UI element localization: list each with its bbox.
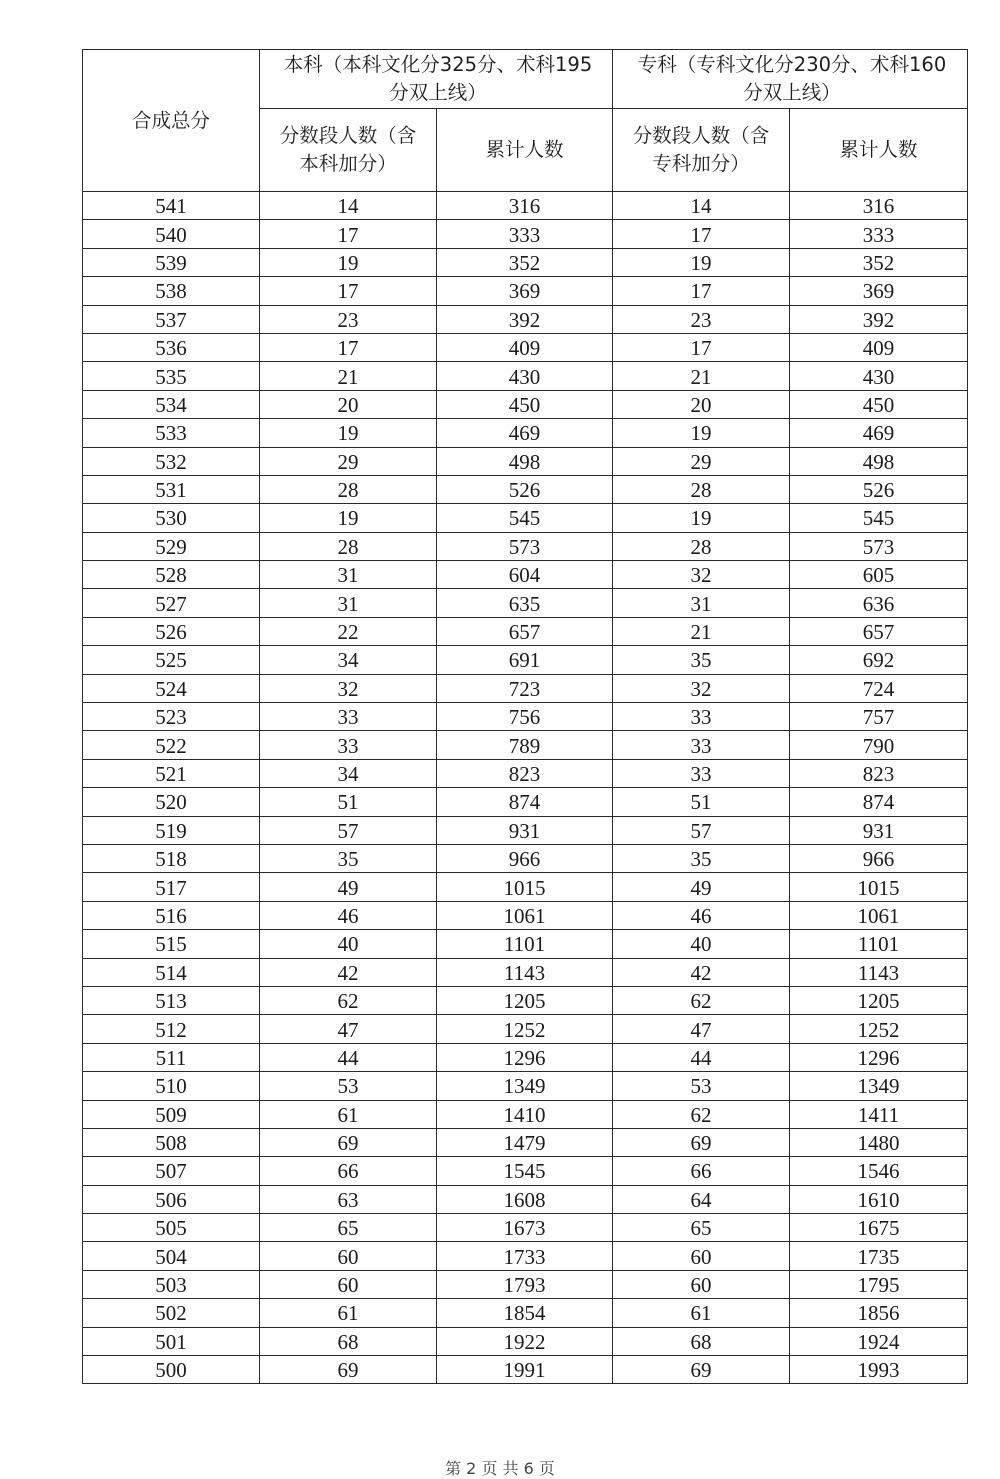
table-body	[83, 192, 968, 1384]
cell-undergrad-cumulative: 333	[437, 220, 613, 248]
cell-undergrad-count: 17	[260, 333, 437, 361]
cell-junior-count: 21	[613, 362, 790, 390]
cell-undergrad-count: 33	[260, 703, 437, 731]
cell-score: 540	[83, 220, 260, 248]
cell-undergrad-count: 19	[260, 419, 437, 447]
cell-junior-count: 62	[613, 986, 790, 1014]
cell-undergrad-count: 21	[260, 362, 437, 390]
table-row	[83, 475, 968, 503]
table-row	[83, 958, 968, 986]
cell-score: 515	[83, 930, 260, 958]
cell-junior-count: 29	[613, 447, 790, 475]
cell-score: 507	[83, 1157, 260, 1185]
cell-score: 520	[83, 788, 260, 816]
header-junior-cumulative: 累计人数	[790, 109, 968, 192]
cell-junior-count: 57	[613, 816, 790, 844]
cell-junior-cumulative: 757	[790, 703, 968, 731]
cell-undergrad-cumulative: 526	[437, 475, 613, 503]
cell-undergrad-count: 63	[260, 1185, 437, 1213]
header-undergrad-group-line1: 本科（本科文化分325分、术科195	[283, 53, 593, 76]
table-row	[83, 504, 968, 532]
cell-undergrad-cumulative: 573	[437, 532, 613, 560]
table-row	[83, 220, 968, 248]
cell-undergrad-cumulative: 931	[437, 816, 613, 844]
cell-undergrad-count: 61	[260, 1299, 437, 1327]
cell-undergrad-cumulative: 1608	[437, 1185, 613, 1213]
cell-junior-cumulative: 409	[790, 333, 968, 361]
cell-undergrad-cumulative: 657	[437, 617, 613, 645]
cell-junior-count: 53	[613, 1072, 790, 1100]
cell-score: 511	[83, 1043, 260, 1071]
header-undergrad-count-line1: 分数段人数（含	[279, 124, 417, 147]
cell-undergrad-count: 29	[260, 447, 437, 475]
cell-undergrad-count: 62	[260, 986, 437, 1014]
cell-junior-count: 64	[613, 1185, 790, 1213]
cell-undergrad-cumulative: 691	[437, 646, 613, 674]
cell-undergrad-cumulative: 1205	[437, 986, 613, 1014]
cell-junior-count: 65	[613, 1214, 790, 1242]
cell-junior-count: 19	[613, 419, 790, 447]
cell-undergrad-cumulative: 723	[437, 674, 613, 702]
cell-junior-count: 51	[613, 788, 790, 816]
header-junior-group	[613, 50, 968, 109]
cell-junior-cumulative: 966	[790, 844, 968, 872]
cell-undergrad-count: 66	[260, 1157, 437, 1185]
cell-junior-cumulative: 790	[790, 731, 968, 759]
cell-score: 519	[83, 816, 260, 844]
cell-undergrad-count: 53	[260, 1072, 437, 1100]
score-distribution-table	[82, 49, 968, 1384]
cell-score: 523	[83, 703, 260, 731]
cell-score: 538	[83, 277, 260, 305]
header-junior-count	[613, 109, 790, 192]
cell-junior-cumulative: 450	[790, 390, 968, 418]
cell-junior-count: 46	[613, 901, 790, 929]
cell-score: 529	[83, 532, 260, 560]
cell-undergrad-cumulative: 469	[437, 419, 613, 447]
cell-undergrad-count: 34	[260, 759, 437, 787]
cell-junior-count: 35	[613, 646, 790, 674]
cell-score: 541	[83, 192, 260, 220]
cell-junior-cumulative: 1143	[790, 958, 968, 986]
cell-score: 521	[83, 759, 260, 787]
cell-undergrad-cumulative: 1922	[437, 1327, 613, 1355]
cell-junior-cumulative: 605	[790, 561, 968, 589]
cell-junior-count: 19	[613, 504, 790, 532]
cell-undergrad-count: 31	[260, 589, 437, 617]
cell-junior-cumulative: 1735	[790, 1242, 968, 1270]
cell-undergrad-count: 46	[260, 901, 437, 929]
cell-junior-cumulative: 1856	[790, 1299, 968, 1327]
cell-junior-cumulative: 1610	[790, 1185, 968, 1213]
table-row	[83, 788, 968, 816]
cell-junior-cumulative: 369	[790, 277, 968, 305]
cell-junior-cumulative: 1061	[790, 901, 968, 929]
header-junior-count-line1: 分数段人数（含	[632, 124, 770, 147]
cell-undergrad-cumulative: 392	[437, 305, 613, 333]
cell-score: 512	[83, 1015, 260, 1043]
cell-undergrad-cumulative: 604	[437, 561, 613, 589]
table-row	[83, 390, 968, 418]
cell-junior-cumulative: 657	[790, 617, 968, 645]
cell-junior-count: 20	[613, 390, 790, 418]
cell-junior-cumulative: 692	[790, 646, 968, 674]
cell-score: 534	[83, 390, 260, 418]
cell-undergrad-cumulative: 1410	[437, 1100, 613, 1128]
cell-junior-count: 28	[613, 475, 790, 503]
cell-score: 508	[83, 1128, 260, 1156]
cell-score: 533	[83, 419, 260, 447]
cell-junior-cumulative: 526	[790, 475, 968, 503]
table-row	[83, 532, 968, 560]
table-row	[83, 305, 968, 333]
cell-undergrad-count: 23	[260, 305, 437, 333]
cell-score: 502	[83, 1299, 260, 1327]
table-row	[83, 646, 968, 674]
cell-junior-count: 60	[613, 1242, 790, 1270]
cell-junior-cumulative: 333	[790, 220, 968, 248]
cell-score: 517	[83, 873, 260, 901]
cell-junior-cumulative: 1101	[790, 930, 968, 958]
table-row	[83, 703, 968, 731]
cell-junior-count: 66	[613, 1157, 790, 1185]
cell-undergrad-cumulative: 635	[437, 589, 613, 617]
table-row	[83, 1100, 968, 1128]
table-row	[83, 248, 968, 276]
cell-junior-count: 17	[613, 333, 790, 361]
cell-undergrad-count: 19	[260, 504, 437, 532]
table-row	[83, 901, 968, 929]
table-row	[83, 192, 968, 220]
cell-score: 524	[83, 674, 260, 702]
cell-undergrad-cumulative: 1545	[437, 1157, 613, 1185]
cell-undergrad-cumulative: 789	[437, 731, 613, 759]
cell-undergrad-count: 33	[260, 731, 437, 759]
cell-junior-cumulative: 498	[790, 447, 968, 475]
cell-score: 500	[83, 1356, 260, 1384]
table-row	[83, 674, 968, 702]
cell-undergrad-cumulative: 450	[437, 390, 613, 418]
cell-junior-cumulative: 636	[790, 589, 968, 617]
cell-junior-count: 47	[613, 1015, 790, 1043]
cell-score: 513	[83, 986, 260, 1014]
cell-junior-cumulative: 874	[790, 788, 968, 816]
cell-junior-count: 35	[613, 844, 790, 872]
cell-junior-count: 31	[613, 589, 790, 617]
cell-junior-count: 17	[613, 277, 790, 305]
cell-undergrad-count: 60	[260, 1242, 437, 1270]
cell-undergrad-cumulative: 1673	[437, 1214, 613, 1242]
table-row	[83, 1185, 968, 1213]
table-row	[83, 589, 968, 617]
cell-undergrad-cumulative: 498	[437, 447, 613, 475]
table-row	[83, 986, 968, 1014]
cell-undergrad-count: 60	[260, 1270, 437, 1298]
cell-score: 531	[83, 475, 260, 503]
cell-undergrad-count: 20	[260, 390, 437, 418]
cell-undergrad-count: 31	[260, 561, 437, 589]
cell-score: 510	[83, 1072, 260, 1100]
cell-score: 501	[83, 1327, 260, 1355]
table-row	[83, 1157, 968, 1185]
cell-junior-cumulative: 1349	[790, 1072, 968, 1100]
cell-junior-cumulative: 724	[790, 674, 968, 702]
cell-score: 503	[83, 1270, 260, 1298]
cell-score: 522	[83, 731, 260, 759]
cell-junior-count: 62	[613, 1100, 790, 1128]
cell-junior-count: 49	[613, 873, 790, 901]
cell-score: 506	[83, 1185, 260, 1213]
cell-junior-cumulative: 545	[790, 504, 968, 532]
cell-junior-count: 32	[613, 674, 790, 702]
cell-undergrad-count: 49	[260, 873, 437, 901]
cell-undergrad-count: 57	[260, 816, 437, 844]
cell-score: 516	[83, 901, 260, 929]
cell-undergrad-count: 19	[260, 248, 437, 276]
cell-junior-count: 69	[613, 1128, 790, 1156]
table-row	[83, 873, 968, 901]
table-row	[83, 731, 968, 759]
table-header	[83, 50, 968, 192]
cell-undergrad-cumulative: 1793	[437, 1270, 613, 1298]
header-composite-score: 合成总分	[83, 50, 260, 192]
table-row	[83, 1072, 968, 1100]
cell-junior-count: 69	[613, 1356, 790, 1384]
cell-undergrad-count: 51	[260, 788, 437, 816]
cell-junior-cumulative: 1205	[790, 986, 968, 1014]
cell-junior-count: 14	[613, 192, 790, 220]
cell-undergrad-count: 35	[260, 844, 437, 872]
cell-junior-count: 21	[613, 617, 790, 645]
cell-undergrad-cumulative: 1061	[437, 901, 613, 929]
cell-undergrad-cumulative: 1349	[437, 1072, 613, 1100]
table-row	[83, 816, 968, 844]
cell-score: 514	[83, 958, 260, 986]
header-undergrad-group	[260, 50, 613, 109]
cell-score: 509	[83, 1100, 260, 1128]
cell-junior-cumulative: 1015	[790, 873, 968, 901]
cell-undergrad-count: 69	[260, 1128, 437, 1156]
cell-junior-cumulative: 469	[790, 419, 968, 447]
cell-undergrad-cumulative: 1252	[437, 1015, 613, 1043]
cell-score: 539	[83, 248, 260, 276]
cell-junior-cumulative: 392	[790, 305, 968, 333]
cell-junior-count: 19	[613, 248, 790, 276]
cell-junior-cumulative: 1546	[790, 1157, 968, 1185]
cell-junior-cumulative: 823	[790, 759, 968, 787]
cell-score: 526	[83, 617, 260, 645]
cell-junior-cumulative: 573	[790, 532, 968, 560]
table-row	[83, 1299, 968, 1327]
table-row	[83, 561, 968, 589]
cell-undergrad-count: 40	[260, 930, 437, 958]
table-row	[83, 362, 968, 390]
cell-junior-count: 33	[613, 731, 790, 759]
cell-score: 505	[83, 1214, 260, 1242]
table-row	[83, 277, 968, 305]
cell-score: 518	[83, 844, 260, 872]
table-row	[83, 844, 968, 872]
cell-junior-count: 42	[613, 958, 790, 986]
cell-undergrad-count: 28	[260, 532, 437, 560]
cell-junior-count: 33	[613, 759, 790, 787]
cell-junior-cumulative: 1924	[790, 1327, 968, 1355]
cell-score: 528	[83, 561, 260, 589]
cell-undergrad-cumulative: 369	[437, 277, 613, 305]
header-undergrad-cumulative: 累计人数	[437, 109, 613, 192]
cell-undergrad-cumulative: 874	[437, 788, 613, 816]
cell-junior-cumulative: 352	[790, 248, 968, 276]
cell-undergrad-count: 69	[260, 1356, 437, 1384]
cell-junior-count: 33	[613, 703, 790, 731]
table-row	[83, 759, 968, 787]
table-row	[83, 1242, 968, 1270]
table-row	[83, 1327, 968, 1355]
table-row	[83, 419, 968, 447]
cell-undergrad-count: 22	[260, 617, 437, 645]
cell-undergrad-cumulative: 316	[437, 192, 613, 220]
cell-undergrad-count: 32	[260, 674, 437, 702]
table-row	[83, 333, 968, 361]
cell-junior-count: 28	[613, 532, 790, 560]
cell-junior-cumulative: 1480	[790, 1128, 968, 1156]
cell-undergrad-count: 47	[260, 1015, 437, 1043]
cell-junior-cumulative: 1296	[790, 1043, 968, 1071]
cell-undergrad-cumulative: 409	[437, 333, 613, 361]
cell-junior-count: 60	[613, 1270, 790, 1298]
cell-undergrad-count: 17	[260, 220, 437, 248]
page-footer: 第 2 页 共 6 页	[445, 1459, 555, 1478]
cell-undergrad-cumulative: 1296	[437, 1043, 613, 1071]
table-row	[83, 1270, 968, 1298]
cell-junior-cumulative: 316	[790, 192, 968, 220]
cell-junior-cumulative: 430	[790, 362, 968, 390]
cell-undergrad-count: 68	[260, 1327, 437, 1355]
cell-junior-count: 17	[613, 220, 790, 248]
cell-undergrad-cumulative: 966	[437, 844, 613, 872]
cell-junior-cumulative: 931	[790, 816, 968, 844]
table-row	[83, 1356, 968, 1384]
cell-undergrad-cumulative: 545	[437, 504, 613, 532]
cell-junior-count: 61	[613, 1299, 790, 1327]
cell-score: 535	[83, 362, 260, 390]
cell-undergrad-count: 34	[260, 646, 437, 674]
table-row	[83, 1043, 968, 1071]
header-row-1	[83, 50, 968, 109]
table-row	[83, 617, 968, 645]
cell-undergrad-count: 44	[260, 1043, 437, 1071]
cell-undergrad-count: 65	[260, 1214, 437, 1242]
header-undergrad-count	[260, 109, 437, 192]
cell-junior-count: 40	[613, 930, 790, 958]
header-undergrad-count-line2: 本科加分）	[299, 152, 397, 175]
cell-junior-cumulative: 1675	[790, 1214, 968, 1242]
cell-score: 532	[83, 447, 260, 475]
cell-undergrad-count: 28	[260, 475, 437, 503]
cell-undergrad-cumulative: 1733	[437, 1242, 613, 1270]
cell-junior-count: 23	[613, 305, 790, 333]
table-row	[83, 1214, 968, 1242]
cell-undergrad-cumulative: 823	[437, 759, 613, 787]
cell-undergrad-cumulative: 430	[437, 362, 613, 390]
table-row	[83, 930, 968, 958]
cell-score: 530	[83, 504, 260, 532]
header-undergrad-group-line2: 分双上线）	[389, 81, 487, 104]
cell-junior-cumulative: 1252	[790, 1015, 968, 1043]
cell-junior-count: 32	[613, 561, 790, 589]
cell-undergrad-count: 42	[260, 958, 437, 986]
cell-junior-count: 44	[613, 1043, 790, 1071]
cell-junior-cumulative: 1795	[790, 1270, 968, 1298]
cell-junior-cumulative: 1993	[790, 1356, 968, 1384]
header-junior-group-line2: 分双上线）	[743, 81, 841, 104]
header-junior-group-line1: 专科（专科文化分230分、术科160	[637, 53, 947, 76]
cell-score: 504	[83, 1242, 260, 1270]
cell-undergrad-cumulative: 1143	[437, 958, 613, 986]
cell-score: 536	[83, 333, 260, 361]
cell-junior-count: 68	[613, 1327, 790, 1355]
cell-undergrad-cumulative: 1101	[437, 930, 613, 958]
table-row	[83, 1015, 968, 1043]
cell-junior-cumulative: 1411	[790, 1100, 968, 1128]
table-row	[83, 447, 968, 475]
table-row	[83, 1128, 968, 1156]
cell-score: 525	[83, 646, 260, 674]
cell-score: 527	[83, 589, 260, 617]
cell-score: 537	[83, 305, 260, 333]
cell-undergrad-cumulative: 1015	[437, 873, 613, 901]
cell-undergrad-cumulative: 1479	[437, 1128, 613, 1156]
header-junior-count-line2: 专科加分）	[652, 152, 750, 175]
cell-undergrad-cumulative: 352	[437, 248, 613, 276]
cell-undergrad-count: 61	[260, 1100, 437, 1128]
cell-undergrad-cumulative: 1991	[437, 1356, 613, 1384]
cell-undergrad-count: 14	[260, 192, 437, 220]
cell-undergrad-cumulative: 1854	[437, 1299, 613, 1327]
cell-undergrad-count: 17	[260, 277, 437, 305]
cell-undergrad-cumulative: 756	[437, 703, 613, 731]
